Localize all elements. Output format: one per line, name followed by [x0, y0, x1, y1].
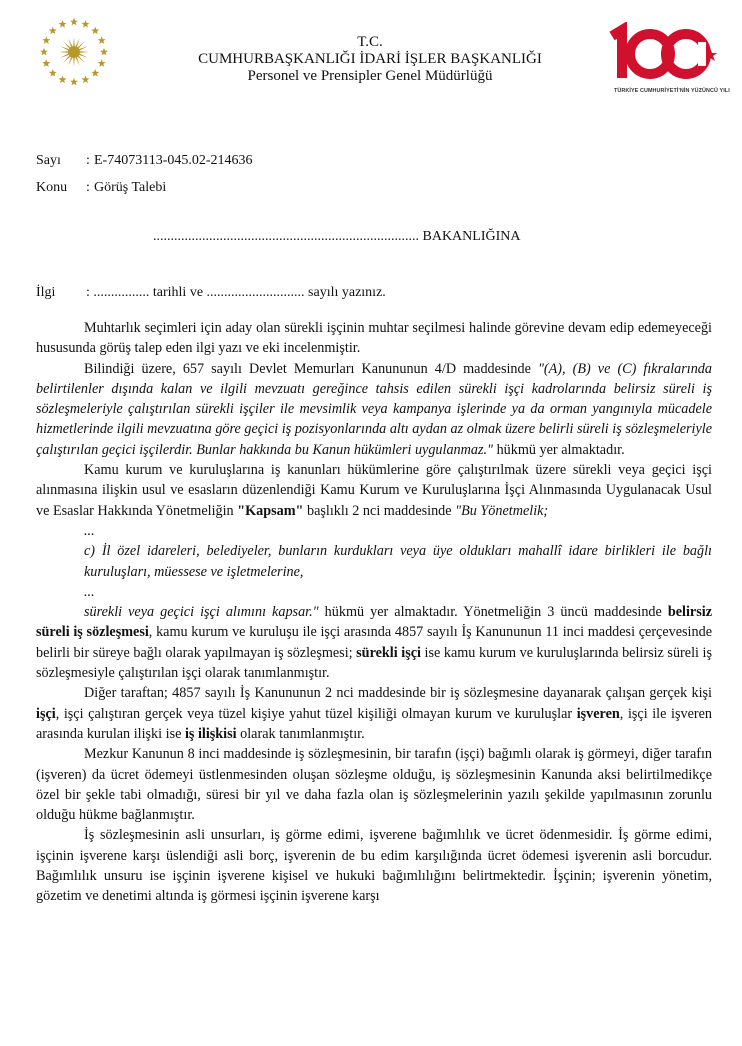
seal-star	[59, 20, 67, 28]
p3-mid: başlıklı 2 nci maddesinde	[303, 502, 456, 519]
p4-b: , kamu kurum ve kuruluşu ile işçi arasında 4857 sayılı İş Kanununun 11 inci maddesi çerçevesinde belirli bir süreye bağlı olarak yapılmayan iş sözleşmesi;	[36, 624, 712, 661]
ellipsis-1: ...	[84, 522, 95, 539]
seal-sun-ray	[63, 56, 70, 63]
seal-sun-ray	[60, 54, 69, 58]
paragraph-4	[36, 602, 712, 683]
p4-c: ise kamu kurum ve kuruluşlarında belirsiz süreli iş sözleşmesiyle çalıştırılan işçi olarak tanımlanmıştır.	[36, 644, 712, 682]
seal-star	[42, 36, 50, 44]
paragraph-2	[36, 359, 712, 460]
seal-star	[81, 76, 89, 84]
p5-bold-is-iliskisi: iş ilişkisi	[184, 725, 237, 742]
seal-star	[40, 48, 48, 56]
seal-star	[98, 36, 106, 44]
sayi-separator: :	[86, 153, 90, 168]
ilgi-row	[36, 285, 386, 301]
p4-bold-surekli: sürekli işçi	[356, 644, 421, 661]
p3-intro: Kamu kurum ve kuruluşlarına iş kanunları hükümlerine göre çalıştırılmak üzere sürekli veya geçici işçi alınmasına ilişkin usul ve esasların düzenlendiği Kamu Kurum ve Kuruluşlarına İşçi Alınmasında Uygulanacak Usul ve Esaslar Hakkında Yönetmeliğin	[36, 462, 712, 519]
paragraph-6: Mezkur Kanunun 8 inci maddesinde iş sözleşmesinin, bir tarafın (işçi) bağımlı olarak iş görmeyi, diğer tarafın (işveren) da ücret ödemeyi üstlenmesinden oluşan sözleşme olduğu, iş sözleşmesinin Kanunda aksi belirtilmedikçe özel bir şekle tabi olmadığı, süresi bir yıl ve daha fazla olan iş sözleşmelerinin yazılı şekilde yapılmasının zorunlu olduğu hükme bağlanmıştır.	[36, 746, 712, 824]
header-line-tc: T.C.	[357, 34, 383, 50]
seal-sun-ray	[73, 37, 74, 46]
seal-star	[98, 59, 106, 67]
konu-separator: :	[86, 180, 90, 195]
seal-star	[100, 48, 108, 56]
seal-sun-ray	[78, 56, 85, 63]
p2-outro: hükmü yer almaktadır.	[493, 441, 625, 458]
centennial-100-icon	[606, 22, 718, 88]
sayi-row	[36, 153, 253, 169]
centennial-logo	[606, 22, 730, 98]
presidential-seal-icon	[28, 14, 120, 94]
paragraph-5	[36, 683, 712, 744]
p3-quote: "Bu Yönetmelik;	[455, 502, 549, 519]
seal-star	[59, 76, 67, 84]
p2-intro: Bilindiği üzere, 657 sayılı Devlet Memurları Kanununun 4/D maddesinde	[84, 360, 538, 377]
clause-c: c) İl özel idareleri, belediyeler, bunların kurdukları veya üye oldukları mahallî idare birlikleri ile bağlı kuruluşları, müessese ve işletmelerine,	[84, 543, 712, 580]
p4-a: hükmü yer almaktadır. Yönetmeliğin 3 üncü maddesinde	[318, 604, 668, 621]
p3-bold-kapsam: "Kapsam"	[237, 502, 304, 519]
paragraph-3	[36, 460, 712, 521]
seal-star	[70, 18, 78, 26]
p4-bold-belirsiz: belirsiz süreli iş sözleşmesi	[36, 604, 712, 641]
seal-sun-ray	[76, 57, 80, 66]
seal-sun-ray	[68, 57, 72, 66]
letterhead	[150, 34, 590, 85]
seal-sun-ray	[59, 51, 68, 52]
p4-quote: sürekli veya geçici işçi alımını kapsar."	[84, 604, 319, 621]
konu-label: Konu	[36, 180, 68, 195]
p5-c: , işçi ile işveren arasında kurulan ilişki ise	[36, 705, 712, 742]
p5-a: Diğer taraftan; 4857 sayılı İş Kanununun 2 nci maddesinde bir iş sözleşmesine dayanarak çalışan gerçek kişi	[84, 685, 712, 702]
seal-sun-ray	[78, 41, 85, 48]
seal-star	[91, 69, 99, 77]
seal-sun-ray	[80, 51, 89, 52]
konu-value: Görüş Talebi	[94, 180, 167, 195]
seal-star	[49, 69, 57, 77]
header-line-directorate: Personel ve Prensipler Genel Müdürlüğü	[247, 68, 493, 84]
seal-sun-ray	[73, 58, 74, 67]
p5-bold-isveren: işveren	[576, 705, 620, 722]
letter-body	[36, 318, 712, 907]
p2-quote: "(A), (B) ve (C) fıkralarında belirtilenler dışında kalan ve ilgili mevzuatı gereğince tahsis edilen sürekli işçi kadrolarında belirsiz süreli iş sözleşmeleriyle çalıştırılan sürekli işçiler ile mevsimlik veya kampanya işlerinde ya da orman yangınıyla mücadele hizmetlerinde ilgili mevzuatına göre geçici iş pozisyonlarında altı aydan az olmak üzere belirli süreli iş sözleşmeleriyle çalıştırılan geçici işçilerdir. Bunlar hakkında bu Kanun hükümleri uygulanmaz."	[36, 360, 712, 458]
seal-star	[91, 27, 99, 35]
seal-sun-ray	[79, 54, 88, 58]
paragraph-1: Muhtarlık seçimleri için aday olan sürekli işçinin muhtar seçilmesi halinde görevine devam edip edemeyeceği hususunda görüş talep eden ilgi yazı ve eki incelenmiştir.	[36, 320, 712, 357]
sayi-value: E-74073113-045.02-214636	[94, 153, 253, 168]
seal-sun-ray	[76, 38, 80, 47]
sayi-label: Sayı	[36, 153, 61, 168]
seal-sun-ray	[63, 41, 70, 48]
seal-star	[81, 20, 89, 28]
seal-star	[49, 27, 57, 35]
p5-d: olarak tanımlanmıştır.	[236, 725, 365, 742]
seal-sun-ray	[60, 46, 69, 50]
seal-star	[70, 78, 78, 86]
centennial-tagline: TÜRKİYE CUMHURİYETİ'NİN YÜZÜNCÜ YILI	[614, 88, 730, 94]
ilgi-text: : ................ tarihli ve ............................ sayılı yazınız.	[86, 285, 386, 300]
seal-star	[42, 59, 50, 67]
seal-sun-ray	[68, 38, 72, 47]
seal-sun-core	[68, 46, 80, 58]
konu-row	[36, 180, 166, 196]
seal-sun-ray	[79, 46, 88, 50]
ellipsis-2: ...	[84, 583, 95, 600]
ilgi-label: İlgi	[36, 285, 56, 300]
p5-b: , işçi çalıştıran gerçek veya tüzel kişiye yahut tüzel kişiliği olmayan kurum ve kuruluşlar	[55, 705, 577, 722]
p5-bold-isci: işçi	[36, 705, 56, 722]
header-line-institution: CUMHURBAŞKANLIĞI İDARİ İŞLER BAŞKANLIĞI	[198, 51, 542, 67]
addressee: ............................................................................ BAKANLIĞINA	[153, 229, 521, 244]
paragraph-7: İş sözleşmesinin asli unsurları, iş görme edimi, işverene bağımlılık ve ücret ödenmesidir. İş görme edimi, işçinin işverene karşı üslendiği asli borç, işverenin de bu edim karşılığında ücret ödemesi işverenin asli borcudur. Bağımlılık unsuru ise işçinin işverene kişisel ve hukuki bağımlılığını belirtmektedir. İşçinin; işverenin yönetim, gözetim ve denetimi altında iş görmesi işçinin işverene karşı	[36, 827, 712, 905]
